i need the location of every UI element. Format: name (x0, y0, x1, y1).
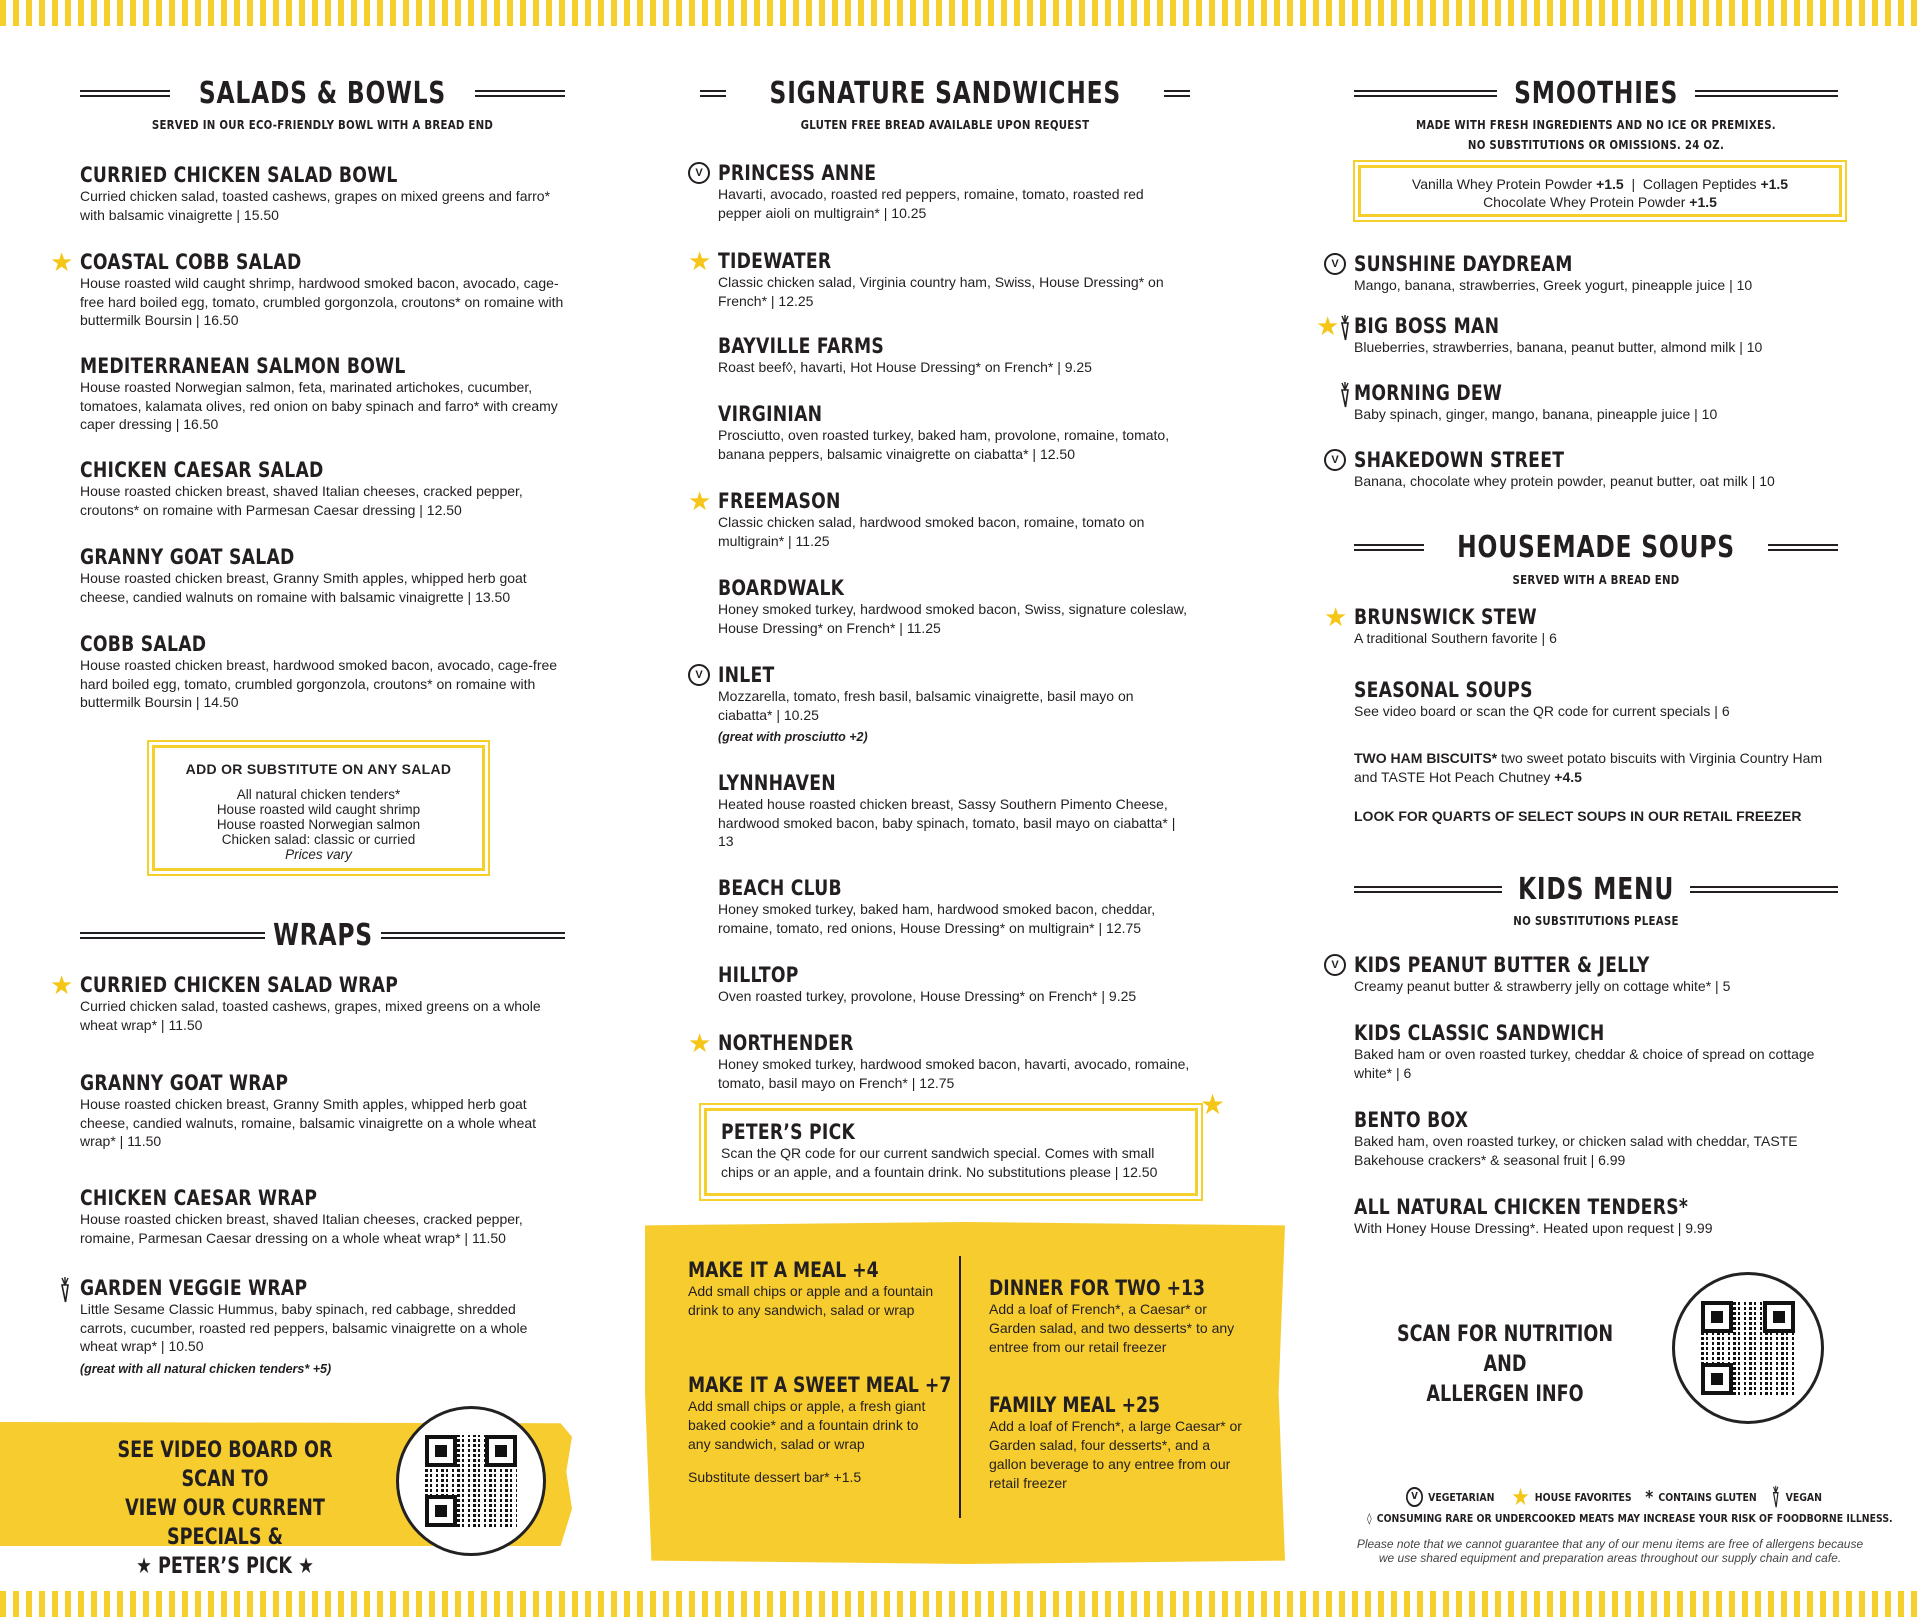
menu-item (718, 402, 1190, 463)
item-description: Honey smoked turkey, baked ham, hardwood smoked bacon, cheddar, romaine, tomato, red onions, House Dressing* on multigrain* | 12.75 (718, 901, 1156, 936)
item-description: House roasted wild caught shrimp, hardwood smoked bacon, avocado, cage-free hard boiled egg, tomato, crumbled gorgonzola, croutons* on romaine with buttermilk Boursin | 16.50 (80, 275, 564, 328)
item-description: Baked ham or oven roasted turkey, cheddar & choice of spread on cottage white* | 6 (1354, 1046, 1815, 1081)
star-icon: ★ (1200, 1089, 1226, 1120)
disclaimer-line: we use shared equipment and preparation areas throughout our supply chain and cafe. (1378, 1551, 1842, 1565)
item-name: GARDEN VEGGIE WRAP (80, 1276, 308, 1300)
menu-item (1354, 1108, 1838, 1169)
item-description: Mozzarella, tomato, fresh basil, balsamic vinaigrette, basil mayo on ciabatta* | 10.25 (718, 688, 1134, 723)
item-name: KIDS PEANUT BUTTER & JELLY (1354, 953, 1650, 977)
meal-name: FAMILY MEAL +25 (989, 1393, 1161, 1417)
addon-name: Collagen Peptides (1642, 176, 1757, 192)
legend-gluten: CONTAINS GLUTEN (1658, 1490, 1757, 1504)
menu-item (1354, 381, 1838, 424)
star-icon: ★ (1324, 602, 1348, 632)
item-description: Honey smoked turkey, hardwood smoked bacon, havarti, avocado, romaine, tomato, basil mayo on French* | 12.75 (718, 1056, 1190, 1091)
menu-item (1354, 1021, 1838, 1082)
item-name: SUNSHINE DAYDREAM (1354, 252, 1573, 276)
star-icon: ★ (1316, 311, 1340, 341)
menu-item (1331, 252, 1838, 295)
menu-item (688, 486, 1190, 550)
kids-subtitle: NO SUBSTITUTIONS PLEASE (1513, 914, 1679, 928)
item-name: BOARDWALK (718, 576, 845, 600)
item-name: INLET (718, 663, 775, 687)
item-name: BENTO BOX (1354, 1108, 1469, 1132)
ham-biscuits (1354, 749, 1838, 786)
menu-item (695, 663, 1190, 747)
allergen-disclaimer (1320, 1537, 1900, 1565)
item-name: FREEMASON (718, 489, 841, 513)
item-description: See video board or scan the QR code for current specials | 6 (1354, 703, 1730, 719)
item-description: Havarti, avocado, roasted red peppers, romaine, tomato, roasted red pepper aioli on multigrain* | 10.25 (718, 186, 1144, 221)
meal-option (688, 1258, 938, 1320)
top-stripe-border (0, 0, 1920, 26)
menu-item (1331, 448, 1838, 491)
item-description: House roasted chicken breast, shaved Italian cheeses, cracked pepper, croutons* on romaine with Parmesan Caesar dressing | 12.50 (80, 483, 523, 518)
menu-item (688, 1028, 1190, 1092)
qr-code-icon[interactable] (1672, 1272, 1824, 1424)
addon-line (1361, 175, 1839, 193)
menu-item (1354, 678, 1838, 721)
meal-option (688, 1373, 952, 1487)
vegetarian-icon: V (1324, 449, 1346, 471)
item-description: Roast beef◊, havarti, Hot House Dressing* on French* | 9.25 (718, 359, 1092, 375)
addon-line: All natural chicken tenders* (236, 787, 401, 802)
menu-item (1354, 1195, 1838, 1238)
addon-price: +1.5 (1760, 176, 1789, 192)
star-icon: ★ (688, 246, 712, 276)
addon-line: Chicken salad: classic or curried (221, 832, 416, 847)
addon-note: Prices vary (285, 847, 352, 862)
vegetarian-icon: V (688, 162, 710, 184)
meal-name: MAKE IT A SWEET MEAL +7 (688, 1373, 952, 1397)
nutrition-callout (1389, 1320, 1621, 1410)
menu-item (80, 163, 565, 224)
smoothies-subtitle: NO SUBSTITUTIONS OR OMISSIONS. 24 OZ. (1467, 138, 1725, 152)
menu-item (1331, 953, 1838, 996)
meal-note: Substitute dessert bar* +1.5 (688, 1469, 862, 1485)
legend-vegan: VEGAN (1785, 1490, 1822, 1504)
sandwiches-heading (700, 76, 1190, 111)
item-name: BIG BOSS MAN (1354, 314, 1500, 338)
kids-title: KIDS MENU (1517, 872, 1675, 907)
item-description: Heated house roasted chicken breast, Sassy Southern Pimento Cheese, hardwood smoked bacon, baby spinach, tomato, basil mayo on ciabatta* | 13 (718, 796, 1176, 849)
item-description: Scan the QR code for our current sandwich special. Comes with small chips or an apple, and a fountain drink. No substitutions please | 12.50 (721, 1145, 1158, 1180)
wraps-heading (80, 918, 565, 953)
menu-item (80, 1276, 565, 1378)
menu-item (80, 458, 565, 519)
item-name: MEDITERRANEAN SALMON BOWL (80, 354, 406, 378)
menu-item (80, 1186, 565, 1247)
meal-description: Add a loaf of French*, a Caesar* or Garden salad, and two desserts* to any entree from our retail freezer (989, 1301, 1235, 1355)
soup-quarts-note (1354, 807, 1838, 826)
wraps-title: WRAPS (272, 918, 373, 953)
legend (1406, 1485, 1822, 1509)
item-description: Creamy peanut butter & strawberry jelly on cottage white* | 5 (1354, 978, 1731, 994)
qr-finder (1701, 1301, 1733, 1333)
addon-line: House roasted wild caught shrimp (216, 802, 421, 817)
item-name: CHICKEN CAESAR WRAP (80, 1186, 318, 1210)
item-description: Mango, banana, strawberries, Greek yogurt, pineapple juice | 10 (1354, 277, 1753, 293)
vegetarian-icon: V (1406, 1487, 1423, 1507)
item-name: NORTHENDER (718, 1031, 854, 1055)
sandwiches-title: SIGNATURE SANDWICHES (769, 76, 1121, 111)
menu-item (50, 247, 565, 330)
item-description: House roasted chicken breast, Granny Smith apples, whipped herb goat cheese, candied walnuts on romaine with balsamic vinaigrette | 13.50 (80, 570, 527, 605)
nutrition-line: SCAN FOR NUTRITION AND (1396, 1322, 1614, 1377)
meal-description: Add a loaf of French*, a large Caesar* or Garden salad, four desserts*, and a gallon beverage to any entree from our retail freezer (989, 1418, 1242, 1491)
disclaimer-line: Please note that we cannot guarantee that any of our menu items are free of allergens because (1356, 1537, 1864, 1551)
menu-item (1324, 602, 1838, 648)
item-description: Curried chicken salad, toasted cashews, grapes on mixed greens and farro* with balsamic vinaigrette | 15.50 (80, 188, 551, 223)
item-name: PETER’S PICK (721, 1120, 856, 1144)
meal-description: Add small chips or apple, a fresh giant baked cookie* and a fountain drink to any sandwich, salad or wrap (688, 1398, 926, 1452)
soups-heading (1354, 530, 1838, 565)
banner-line-with-stars (93, 1552, 357, 1581)
carrot-icon (1338, 382, 1352, 408)
legend-vegetarian: VEGETARIAN (1428, 1490, 1495, 1504)
addon-name: Vanilla Whey Protein Powder (1411, 176, 1593, 192)
peters-pick (721, 1120, 1181, 1181)
vegetarian-icon: V (1324, 954, 1346, 976)
banner-line: VIEW OUR CURRENT SPECIALS & (125, 1496, 325, 1550)
item-name: LYNNHAVEN (718, 771, 836, 795)
item-description: Prosciutto, oven roasted turkey, baked ham, provolone, romaine, tomato, banana peppers, balsamic vinaigrette on ciabatta* | 12.50 (718, 427, 1170, 462)
item-name: COBB SALAD (80, 632, 207, 656)
item-description: Honey smoked turkey, hardwood smoked bacon, Swiss, signature coleslaw, House Dressing* on French* | 11.25 (718, 601, 1187, 636)
meals-divider (959, 1256, 961, 1518)
item-description: Oven roasted turkey, provolone, House Dressing* on French* | 9.25 (718, 988, 1137, 1004)
item-name: TIDEWATER (718, 249, 832, 273)
item-description: Blueberries, strawberries, banana, peanut butter, almond milk | 10 (1354, 339, 1763, 355)
smoothie-addons-box (1358, 165, 1842, 217)
quarts-note: LOOK FOR QUARTS OF SELECT SOUPS IN OUR RETAIL FREEZER (1354, 808, 1802, 824)
sandwiches-subtitle: GLUTEN FREE BREAD AVAILABLE UPON REQUEST (800, 118, 1090, 132)
addon-price: +1.5 (1596, 176, 1624, 192)
soups-subtitle: SERVED WITH A BREAD END (1512, 573, 1680, 587)
star-icon: ★ (298, 1554, 314, 1579)
meal-name: DINNER FOR TWO +13 (989, 1276, 1205, 1300)
salads-heading (80, 76, 565, 111)
qr-finder (1763, 1301, 1795, 1333)
item-name: BEACH CLUB (718, 876, 842, 900)
salads-subtitle: SERVED IN OUR ECO-FRIENDLY BOWL WITH A BREAD END (151, 118, 494, 132)
item-name: VIRGINIAN (718, 402, 823, 426)
item-name: GRANNY GOAT WRAP (80, 1071, 289, 1095)
qr-code-icon[interactable] (396, 1406, 546, 1556)
item-description: House roasted chicken breast, shaved Italian cheeses, cracked pepper, romaine, Parmesan Caesar dressing on a whole wheat wrap* | 11.50 (80, 1211, 523, 1246)
item-name: BAYVILLE FARMS (718, 334, 885, 358)
menu-item (1316, 311, 1838, 357)
star-icon: ★ (50, 247, 74, 277)
specials-banner-text (93, 1436, 357, 1581)
banner-peters-pick: PETER’S PICK (158, 1554, 292, 1579)
meal-description: Add small chips or apple and a fountain drink to any sandwich, salad or wrap (688, 1283, 934, 1318)
item-name: BRUNSWICK STEW (1354, 605, 1537, 629)
menu-item (80, 354, 565, 434)
item-description: Little Sesame Classic Hummus, baby spinach, red cabbage, shredded carrots, cucumber, roasted red peppers, balsamic vinaigrette on a whole wheat wrap* | 10.50 (80, 1301, 528, 1354)
item-name: CURRIED CHICKEN SALAD BOWL (80, 163, 398, 187)
menu-item (718, 771, 1190, 851)
soups-title: HOUSEMADE SOUPS (1457, 530, 1735, 565)
star-icon: ★ (136, 1554, 152, 1579)
addon-name: Chocolate Whey Protein Powder (1483, 194, 1686, 210)
item-description: A traditional Southern favorite | 6 (1354, 630, 1557, 646)
menu-item (80, 1071, 565, 1151)
item-name: SEASONAL SOUPS (1354, 678, 1533, 702)
bottom-stripe-border (0, 1591, 1920, 1617)
addon-title: ADD OR SUBSTITUTE ON ANY SALAD (185, 761, 452, 777)
item-description: House roasted chicken breast, Granny Smith apples, whipped herb goat cheese, candied walnuts, romaine, balsamic vinaigrette on a whole wheat wrap* | 11.50 (80, 1096, 537, 1149)
meal-name: MAKE IT A MEAL +4 (688, 1258, 879, 1282)
biscuits-name: TWO HAM BISCUITS* (1354, 750, 1498, 766)
salads-title: SALADS & BOWLS (198, 76, 447, 111)
item-name: CHICKEN CAESAR SALAD (80, 458, 324, 482)
qr-finder (425, 1495, 457, 1527)
carrot-icon (1770, 1485, 1780, 1509)
menu-item (80, 632, 565, 712)
smoothies-heading (1354, 76, 1838, 111)
star-icon: ★ (688, 1028, 712, 1058)
item-note: (great with all natural chicken tenders* +5) (80, 1361, 332, 1376)
star-icon: ★ (1511, 1483, 1530, 1511)
menu-item (718, 963, 1190, 1006)
item-description: Baked ham, oven roasted turkey, or chicken salad with cheddar, TASTE Bakehouse crackers* & seasonal fruit | 6.99 (1354, 1133, 1798, 1168)
item-name: PRINCESS ANNE (718, 161, 877, 185)
smoothies-subtitle: MADE WITH FRESH INGREDIENTS AND NO ICE OR PREMIXES. (1416, 118, 1776, 132)
item-name: GRANNY GOAT SALAD (80, 545, 295, 569)
addon-price: +1.5 (1689, 194, 1717, 210)
peters-pick-box (704, 1108, 1198, 1196)
asterisk-icon: * (1645, 1486, 1654, 1508)
meal-option (989, 1393, 1245, 1493)
item-description: Classic chicken salad, Virginia country ham, Swiss, House Dressing* on French* | 12.25 (718, 274, 1164, 309)
vegetarian-icon: V (1324, 253, 1346, 275)
legend-raw-warning (1367, 1512, 1893, 1525)
menu-item (718, 334, 1190, 377)
item-description: With Honey House Dressing*. Heated upon request | 9.99 (1354, 1220, 1713, 1236)
item-description: Curried chicken salad, toasted cashews, grapes, mixed greens on a whole wheat wrap* | 11.50 (80, 998, 541, 1033)
smoothies-title: SMOOTHIES (1513, 76, 1679, 111)
item-description: Banana, chocolate whey protein powder, peanut butter, oat milk | 10 (1354, 473, 1775, 489)
kids-heading (1354, 872, 1838, 907)
meal-option (989, 1276, 1245, 1357)
addon-line: House roasted Norwegian salmon (216, 817, 421, 832)
item-description: House roasted Norwegian salmon, feta, marinated artichokes, cucumber, tomatoes, kalamata olives, red onion on baby spinach and farro* with creamy caper dressing | 16.50 (80, 379, 558, 432)
diamond-icon: ◊ (1367, 1512, 1372, 1525)
menu-item (50, 970, 565, 1034)
item-name: SHAKEDOWN STREET (1354, 448, 1565, 472)
addon-line (1361, 193, 1839, 211)
nutrition-line: ALLERGEN INFO (1426, 1382, 1584, 1407)
vegetarian-icon: V (688, 664, 710, 686)
banner-line: SEE VIDEO BOARD OR SCAN TO (117, 1438, 333, 1492)
qr-finder (1701, 1363, 1733, 1395)
star-icon: ★ (50, 970, 74, 1000)
item-description: Classic chicken salad, hardwood smoked bacon, romaine, tomato on multigrain* | 11.25 (718, 514, 1145, 549)
addon-separator: | (1631, 176, 1636, 192)
menu-item (718, 576, 1190, 637)
menu-item (718, 876, 1190, 937)
salad-addon-box (152, 745, 485, 871)
menu-item (80, 545, 565, 606)
carrot-icon (58, 1277, 72, 1303)
item-name: MORNING DEW (1354, 381, 1503, 405)
qr-finder (425, 1435, 457, 1467)
item-name: HILLTOP (718, 963, 799, 987)
menu-item (688, 246, 1190, 310)
legend-raw: CONSUMING RARE OR UNDERCOOKED MEATS MAY INCREASE YOUR RISK OF FOODBORNE ILLNESS. (1376, 1512, 1893, 1525)
qr-finder (485, 1435, 517, 1467)
item-description: Baby spinach, ginger, mango, banana, pineapple juice | 10 (1354, 406, 1718, 422)
item-name: CURRIED CHICKEN SALAD WRAP (80, 973, 399, 997)
legend-favorites: HOUSE FAVORITES (1534, 1490, 1632, 1504)
carrot-icon (1338, 315, 1352, 341)
biscuits-description: two sweet potato biscuits with Virginia Country Ham and TASTE Hot Peach Chutney (1354, 750, 1823, 785)
item-name: ALL NATURAL CHICKEN TENDERS* (1354, 1195, 1689, 1219)
star-icon: ★ (688, 486, 712, 516)
item-description: House roasted chicken breast, hardwood smoked bacon, avocado, cage-free hard boiled egg, tomato, crumbled gorgonzola, croutons* on romaine with buttermilk Boursin | 14.50 (80, 657, 558, 710)
item-name: COASTAL COBB SALAD (80, 250, 302, 274)
item-note: (great with prosciutto +2) (718, 730, 868, 744)
biscuits-price: +4.5 (1554, 768, 1582, 785)
item-name: KIDS CLASSIC SANDWICH (1354, 1021, 1605, 1045)
menu-item (695, 161, 1190, 222)
